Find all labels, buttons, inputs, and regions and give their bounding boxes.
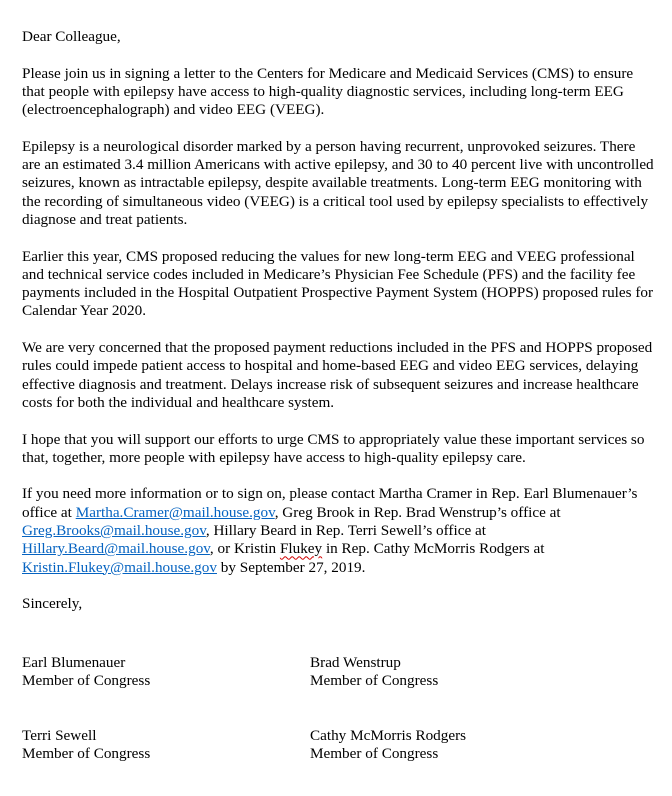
signer-name: Terri Sewell [22,727,97,744]
spellcheck-word-flukey: Flukey [279,540,323,558]
signer-name: Earl Blumenauer [22,654,126,671]
signature-cathy-mcmorris-rodgers [310,727,610,764]
email-link-hillary-beard[interactable]: Hillary.Beard@mail.house.gov [22,540,210,558]
contact-text: in Rep. Cathy McMorris Rodgers at [322,540,545,558]
email-link-kristin-flukey[interactable]: Kristin.Flukey@mail.house.gov [22,558,217,576]
letter-body [22,28,657,614]
contact-text: If you need more information or to sign on, please contact Martha Cramer in Rep. Earl Blumenauer’s office at [22,485,638,521]
signer-title: Member of Congress [310,672,439,690]
signer-name: Cathy McMorris Rodgers [310,727,467,744]
contact-text: , or Kristin [209,540,280,558]
signature-row [22,727,662,767]
paragraph-cms-proposal: Earlier this year, CMS proposed reducing the values for new long-term EEG and VEEG professional and technical service codes included in Medicare’s Physician Fee Schedule (PFS) and the facility fee payments included in the Hospital Outpatient Prospective Payment System (HOPPS) proposed rules for Calendar Year 2020. [22,247,654,320]
signer-title: Member of Congress [310,745,439,763]
paragraph-support: I hope that you will support our efforts to urge CMS to appropriately value these important services so that, together, more people with epilepsy have access to high-quality epilepsy care. [22,430,645,466]
paragraph-contact [22,485,657,576]
signer-title: Member of Congress [22,672,151,690]
contact-text: , Hillary Beard in Rep. Terri Sewell’s office at [205,522,486,540]
email-link-greg-brooks[interactable]: Greg.Brooks@mail.house.gov [22,522,206,540]
paragraph-concern: We are very concerned that the proposed payment reductions included in the PFS and HOPPS proposed rules could impede patient access to hospital and home-based EEG and video EEG services, delaying effective diagnosis and treatment. Delays increase risk of subsequent seizures and increase healthcare costs for both the individual and healthcare system. [22,339,653,411]
signature-row [22,654,662,694]
signature-terri-sewell [22,727,322,764]
paragraph-epilepsy: Epilepsy is a neurological disorder marked by a person having recurrent, unprovoked seizures. There are an estimated 3.4 million Americans with active epilepsy, and 30 to 40 percent live with uncontrolled seizures, known as intractable epilepsy, despite available treatments. Long-term EEG monitoring with the recording of simultaneous video (VEEG) is a critical tool used by epilepsy specialists to effectively diagnose and treat patients. [22,137,654,228]
paragraph-request: Please join us in signing a letter to the Centers for Medicare and Medicaid Services (CMS) to ensure that people with epilepsy have access to high-quality diagnostic services, including long-term EEG (electroencephalograph) and video EEG (VEEG). [22,64,634,119]
contact-text: , Greg Brook in Rep. Brad Wenstrup’s office at [274,503,561,521]
signer-title: Member of Congress [22,745,151,763]
contact-text: by September 27, 2019. [216,558,366,576]
signature-earl-blumenauer [22,654,322,691]
closing: Sincerely, [22,595,83,613]
email-link-martha-cramer[interactable]: Martha.Cramer@mail.house.gov [75,503,275,521]
signer-name: Brad Wenstrup [310,654,401,671]
signature-brad-wenstrup [310,654,610,691]
greeting: Dear Colleague, [22,28,121,45]
